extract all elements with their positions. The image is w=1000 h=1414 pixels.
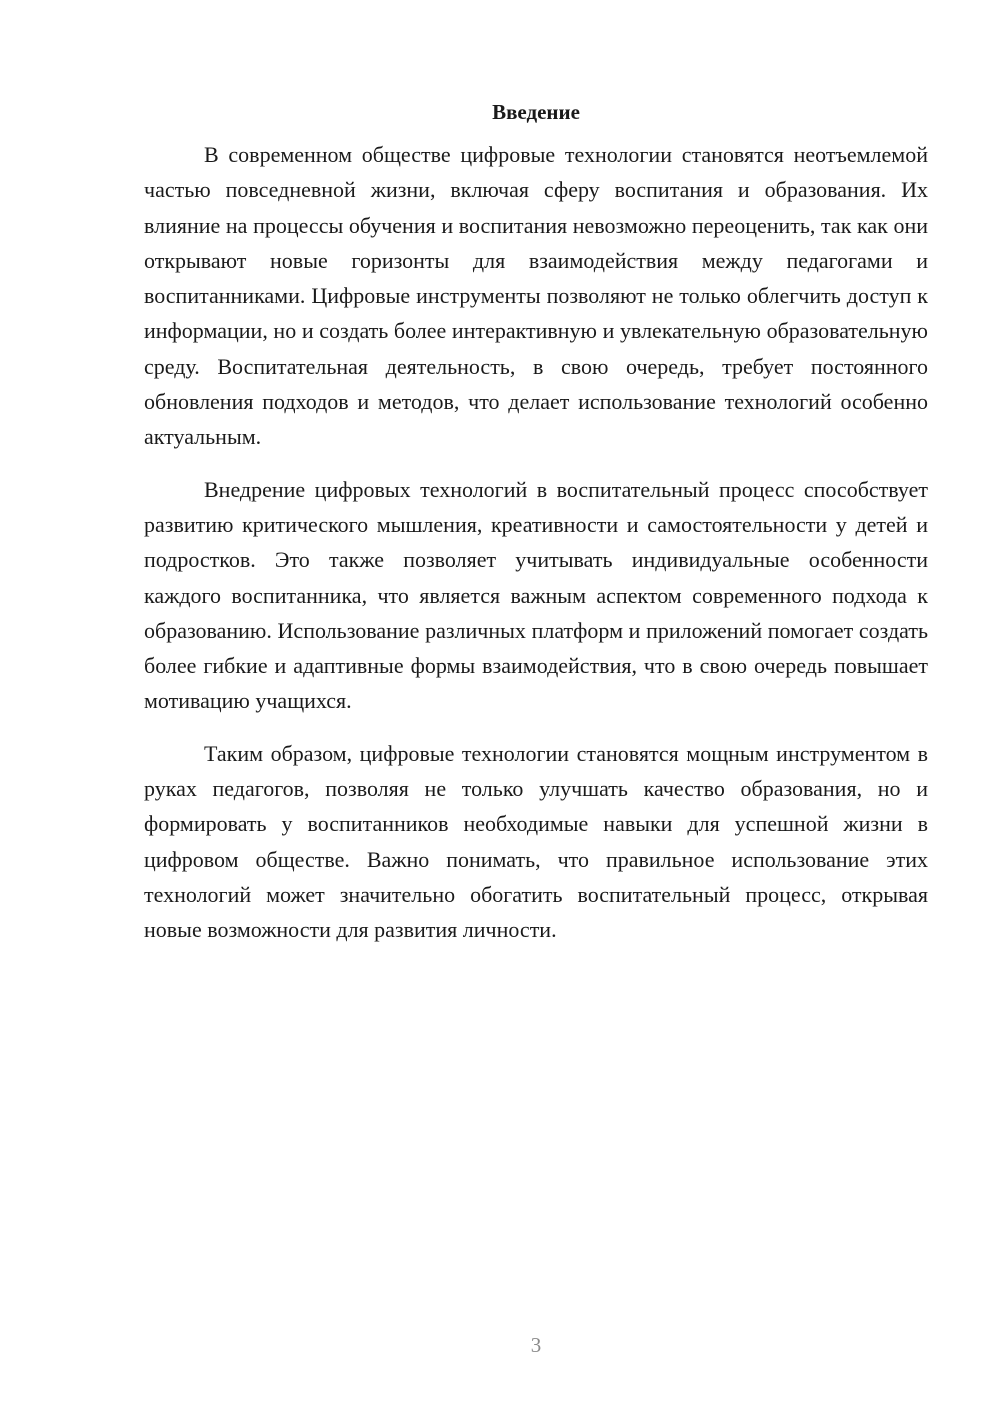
paragraph-2: Внедрение цифровых технологий в воспитательный процесс способствует развитию критического мышления, креативности и самостоятельности у детей и подростков. Это также позволяет учитывать индивидуальные особенности каждого воспитанника, что является важным аспектом современного подхода к образованию. Использование различных платформ и приложений помогает создать более гибкие и адаптивные формы взаимодействия, что в свою очередь повышает мотивацию учащихся. xyxy=(144,476,928,714)
paragraph-1: В современном обществе цифровые технологии становятся неотъемлемой частью повседневной жизни, включая сферу воспитания и образования. Их влияние на процессы обучения и воспитания невозможно переоценить, так как они открывают новые горизонты для взаимодействия между педагогами и воспитанниками. Цифровые инструменты позволяют не только облегчить доступ к информации, но и создать более интерактивную и увлекательную образовательную среду. Воспитательная деятельность, в свою очередь, требует постоянного обновления подходов и методов, что делает использование технологий особенно актуальным. xyxy=(144,142,928,450)
paragraph-3: Таким образом, цифровые технологии становятся мощным инструментом в руках педагогов, позволяя не только улучшать качество образования, но и формировать у воспитанников необходимые навыки для успешной жизни в цифровом обществе. Важно понимать, что правильное использование этих технологий может значительно обогатить воспитательный процесс, открывая новые возможности для развития личности. xyxy=(144,740,928,943)
section-title: Введение xyxy=(492,100,580,124)
document-body xyxy=(144,97,928,965)
page-number: 3 xyxy=(530,1333,542,1357)
